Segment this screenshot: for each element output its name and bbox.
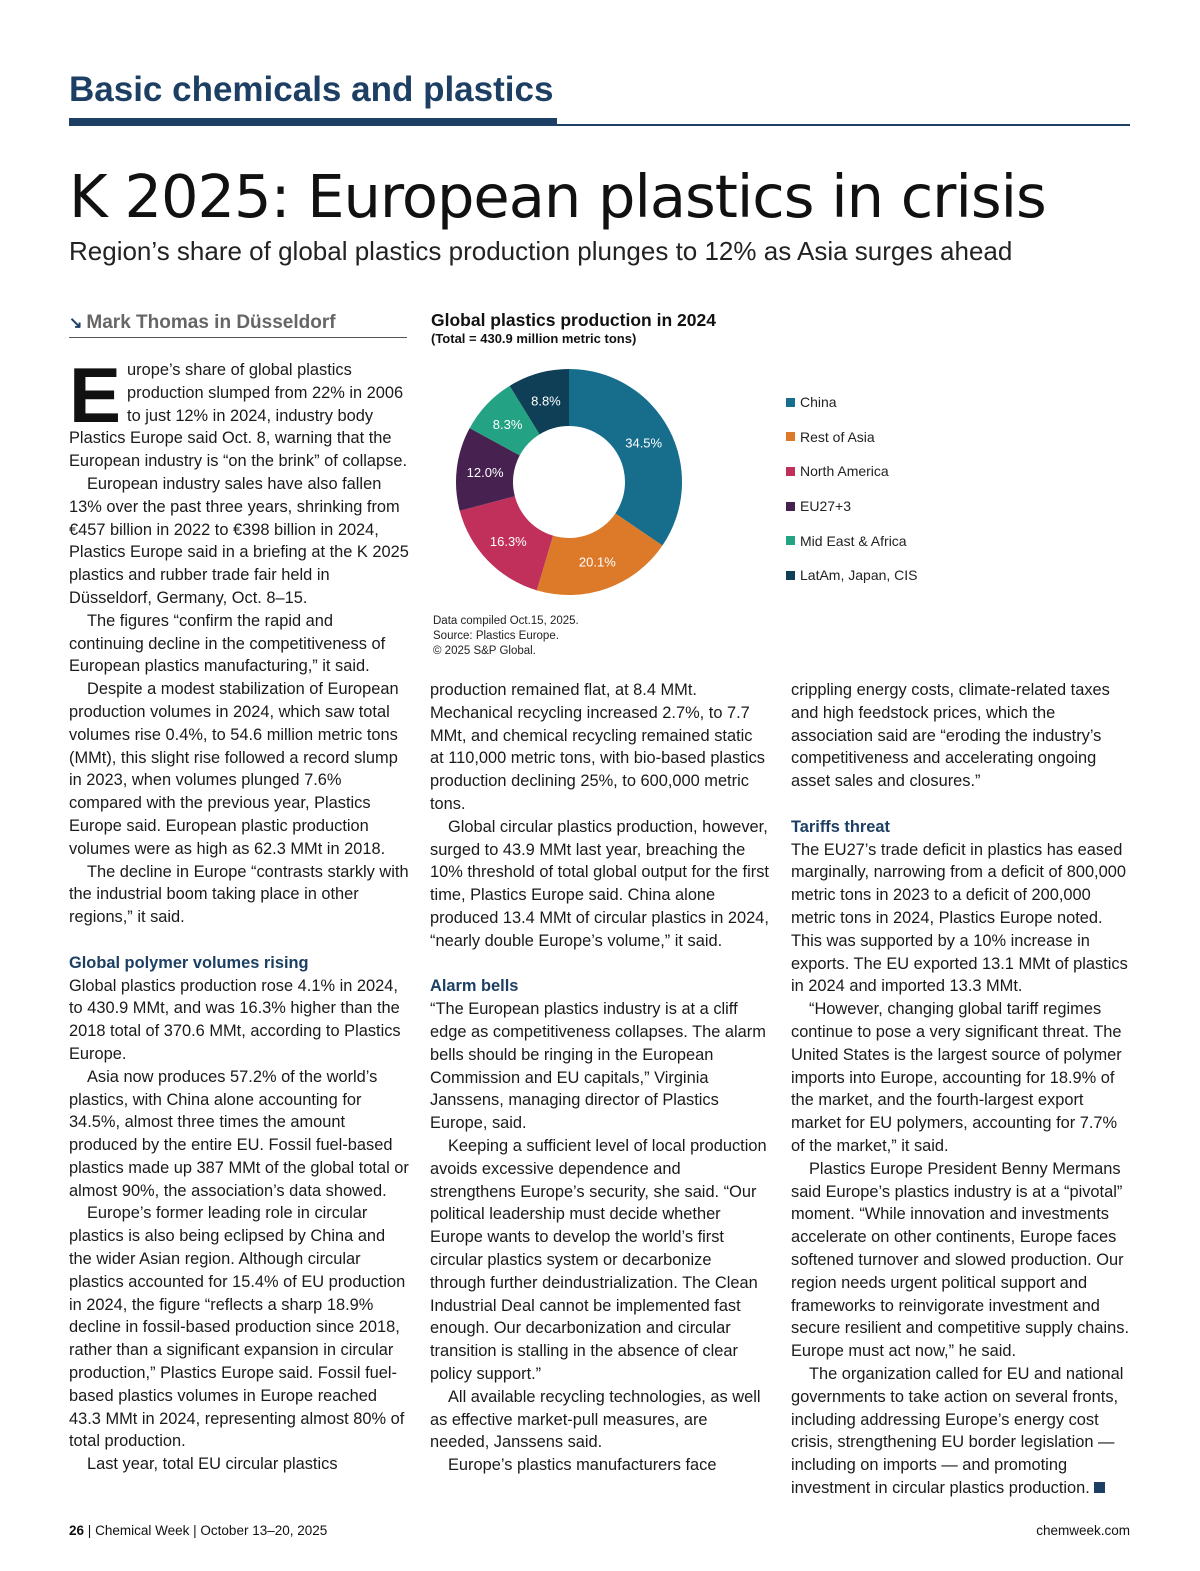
legend-swatch	[786, 571, 795, 580]
paragraph: “However, changing global tariff regimes continue to pose a very significant threat. The United States is the largest source of polymer imports into Europe, accounting for 18.9% of the market, and the fourth-largest export market for EU polymers, accounting for 7.7% of the market,” it said.	[791, 1000, 1122, 1155]
donut-data-label: 12.0%	[466, 464, 504, 480]
article-column-3	[791, 679, 1131, 1500]
donut-slice-china	[569, 369, 682, 546]
subheading: Alarm bells	[430, 977, 519, 996]
paragraph: The EU27’s trade deficit in plastics has eased marginally, narrowing from a deficit of 800,000 metric tons in 2023 to a deficit of 200,000 metric tons in 2024, Plastics Europe noted. This was supported by a 10% increase in exports. The EU exported 13.1 MMt of plastics in 2024 and imported 13.3 MMt.	[791, 840, 1128, 996]
article-column-1	[69, 351, 409, 1476]
byline-text: Mark Thomas in Düsseldorf	[86, 312, 336, 333]
separator: |	[193, 1523, 197, 1538]
section-rule-accent	[69, 118, 557, 125]
section-title: Basic chemicals and plastics	[69, 70, 554, 109]
paragraph: Asia now produces 57.2% of the world’s plastics, with China alone accounting for 34.5%, almost three times the amount produced by the entire EU. Fossil fuel-based plastics made up 387 MMt of the global total or almost 90%, the association’s data showed.	[69, 1067, 409, 1200]
subheadline: Region’s share of global plastics production plunges to 12% as Asia surges ahead	[69, 236, 1013, 266]
legend-label: Rest of Asia	[800, 428, 875, 445]
donut-data-label: 20.1%	[578, 554, 616, 570]
legend-item	[786, 454, 918, 489]
issue-date: October 13–20, 2025	[200, 1523, 328, 1538]
donut-chart	[440, 352, 700, 612]
footer-site: chemweek.com	[1036, 1523, 1130, 1538]
donut-data-label: 34.5%	[625, 435, 663, 451]
legend-item	[786, 385, 918, 420]
paragraph: Last year, total EU circular plastics	[87, 1455, 338, 1474]
paragraph: The figures “confirm the rapid and continuing decline in the competitiveness of European plastics manufacturing,” it said.	[69, 611, 386, 676]
legend-label: EU27+3	[800, 498, 851, 515]
subheading: Tariffs threat	[791, 817, 890, 836]
legend-label: LatAm, Japan, CIS	[800, 567, 918, 584]
lead-paragraph: Europe’s share of global plastics production slumped from 22% in 2006 to just 12% in 2024, industry body Plastics Europe said Oct. 8, warning that the European industry is “on the brink” of collapse.	[69, 351, 408, 471]
chart-note: Source: Plastics Europe.	[433, 630, 559, 642]
legend-item	[786, 523, 918, 558]
paragraph: Global plastics production rose 4.1% in 2024, to 430.9 MMt, and was 16.3% higher than the 2018 total of 370.6 MMt, according to Plastics Europe.	[69, 976, 401, 1063]
arrow-icon: ↘	[69, 315, 83, 332]
paragraph: Keeping a sufficient level of local production avoids excessive dependence and strengthens Europe’s security, she said. “Our political leadership must decide whether Europe wants to develop the world’s first circular plastics system or decarbonize through further deindustrialization. The Clean Industrial Deal cannot be implemented fast enough. Our decarbonization and circular transition is stalling in the absence of clear policy support.”	[430, 1136, 767, 1383]
chart-legend	[786, 385, 918, 593]
paragraph: “The European plastics industry is at a cliff edge as competitiveness collapses. The alarm bells should be ringing in the European Commission and EU capitals,” Virginia Janssens, managing director of Plastics Europe, said.	[430, 1000, 766, 1133]
end-mark-icon	[1094, 1482, 1105, 1493]
legend-label: Mid East & Africa	[800, 532, 907, 549]
article-column-2	[430, 679, 770, 1477]
legend-item	[786, 420, 918, 455]
footer-folio	[69, 1523, 327, 1538]
legend-swatch	[786, 398, 795, 407]
drop-cap: E	[69, 351, 122, 439]
paragraph: Global circular plastics production, however, surged to 43.9 MMt last year, breaching the 10% threshold of total global output for the first time, Plastics Europe said. China alone produced 13.4 MMt of circular plastics in 2024, “nearly double Europe’s volume,” it said.	[430, 817, 769, 950]
donut-data-label: 8.3%	[492, 416, 523, 432]
chart-title: Global plastics production in 2024	[431, 310, 716, 330]
legend-swatch	[786, 502, 795, 511]
chart-note: Data compiled Oct.15, 2025.	[433, 615, 579, 627]
paragraph: crippling energy costs, climate-related taxes and high feedstock prices, which the association said are “eroding the industry’s competitiveness and accelerating ongoing asset sales and closures.”	[791, 681, 1110, 791]
legend-item	[786, 489, 918, 524]
chart-subtitle: (Total = 430.9 million metric tons)	[431, 331, 637, 346]
legend-swatch	[786, 432, 795, 441]
paragraph: Plastics Europe President Benny Mermans said Europe’s plastics industry is at a “pivotal” moment. “While innovation and investments accelerate on other continents, Europe faces softened turnover and slowed production. Our region needs urgent political support and frameworks to reinvigorate investment and secure resilient and competitive supply chains. Europe must act now,” he said.	[791, 1159, 1130, 1361]
chart-note: © 2025 S&P Global.	[433, 645, 536, 657]
paragraph: Despite a modest stabilization of European production volumes in 2024, which saw total volumes rise 0.4%, to 54.6 million metric tons (MMt), this slight rise followed a record slump in 2023, when volumes plunged 7.6% compared with the previous year, Plastics Europe said. European plastic production volumes were as high as 62.3 MMt in 2018.	[69, 680, 399, 858]
paragraph: All available recycling technologies, as well as effective market-pull measures, are needed, Janssens said.	[430, 1387, 761, 1452]
paragraph: production remained flat, at 8.4 MMt. Mechanical recycling increased 2.7%, to 7.7 MMt, and chemical recycling remained static at 110,000 metric tons, with bio-based plastics production declining 25%, to 600,000 metric tons.	[430, 681, 765, 813]
chart-notes	[433, 614, 579, 659]
legend-swatch	[786, 536, 795, 545]
paragraph: The decline in Europe “contrasts starkly with the industrial boom taking place in other regions,” it said.	[69, 862, 409, 927]
publication-name: Chemical Week	[95, 1523, 190, 1538]
legend-label: North America	[800, 463, 889, 480]
legend-label: China	[800, 394, 837, 411]
legend-item	[786, 558, 918, 593]
legend-swatch	[786, 467, 795, 476]
donut-data-label: 8.8%	[531, 393, 561, 409]
donut-data-label: 16.3%	[489, 533, 527, 549]
paragraph: The organization called for EU and national governments to take action on several fronts, including addressing Europe’s energy cost crisis, strengthening EU border legislation — including on imports — and promoting investment in circular plastics production.	[791, 1364, 1124, 1497]
paragraph: Europe’s former leading role in circular plastics is also being eclipsed by China and the wider Asian region. Although circular plastics accounted for 15.4% of EU production in 2024, the figure “reflects a sharp 18.9% decline in fossil-based production since 2018, rather than a significant expansion in circular production,” Plastics Europe said. Fossil fuel-based plastics volumes in Europe reached 43.3 MMt in 2024, representing almost 80% of total production.	[69, 1204, 406, 1451]
subheading: Global polymer volumes rising	[69, 953, 309, 972]
paragraph: Europe’s plastics manufacturers face	[448, 1456, 717, 1475]
paragraph: European industry sales have also fallen 13% over the past three years, shrinking from €457 billion in 2022 to €398 billion in 2024, Plastics Europe said in a briefing at the K 2025 plastics and rubber trade fair held in Düsseldorf, Germany, Oct. 8–15.	[69, 474, 409, 607]
separator: |	[87, 1523, 92, 1538]
headline: K 2025: European plastics in crisis	[69, 162, 1046, 231]
byline	[69, 312, 407, 338]
page-number: 26	[69, 1523, 85, 1538]
